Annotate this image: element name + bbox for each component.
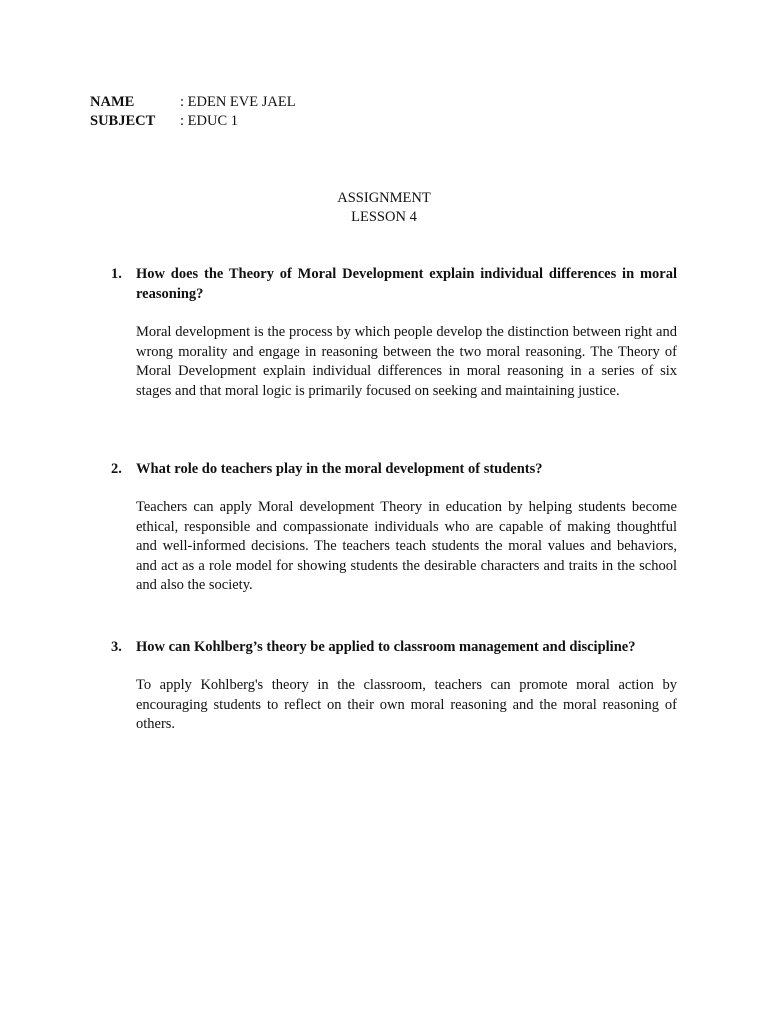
assignment-title: ASSIGNMENT xyxy=(337,190,431,206)
question-1 xyxy=(111,265,677,304)
question-text: How does the Theory of Moral Development explain individual differences in moral reasoning? xyxy=(136,266,677,302)
question-3 xyxy=(111,638,677,658)
subject-label: SUBJECT xyxy=(90,113,156,129)
question-2 xyxy=(111,460,677,480)
name-label: NAME xyxy=(90,94,135,110)
answer-2: Teachers can apply Moral development Theory in education by helping students become ethical, responsible and compassionate individuals who are capable of making thoughtful and well-informed decisions. The teachers teach students the moral values and behaviors, and act as a role model for showing students the desirable characters and traits in the school and also the society. xyxy=(136,499,677,593)
question-text: How can Kohlberg’s theory be applied to classroom management and discipline? xyxy=(136,639,636,655)
name-row xyxy=(90,92,296,112)
question-number: 3. xyxy=(111,639,122,655)
lesson-title: LESSON 4 xyxy=(351,209,417,225)
name-value: : EDEN EVE JAEL xyxy=(180,94,296,110)
question-text: What role do teachers play in the moral development of students? xyxy=(136,461,543,477)
answer-1: Moral development is the process by which people develop the distinction between right and wrong morality and engage in reasoning between the two moral reasoning. The Theory of Moral Development explain individual differences in moral reasoning in a series of six stages and that moral logic is primarily focused on seeking and maintaining justice. xyxy=(136,324,677,399)
subject-value: : EDUC 1 xyxy=(180,113,238,129)
question-number: 2. xyxy=(111,461,122,477)
question-number: 1. xyxy=(111,266,122,282)
answer-3: To apply Kohlberg's theory in the classroom, teachers can promote moral action by encouraging students to reflect on their own moral reasoning and the moral reasoning of others. xyxy=(136,677,677,732)
subject-row xyxy=(90,111,238,131)
